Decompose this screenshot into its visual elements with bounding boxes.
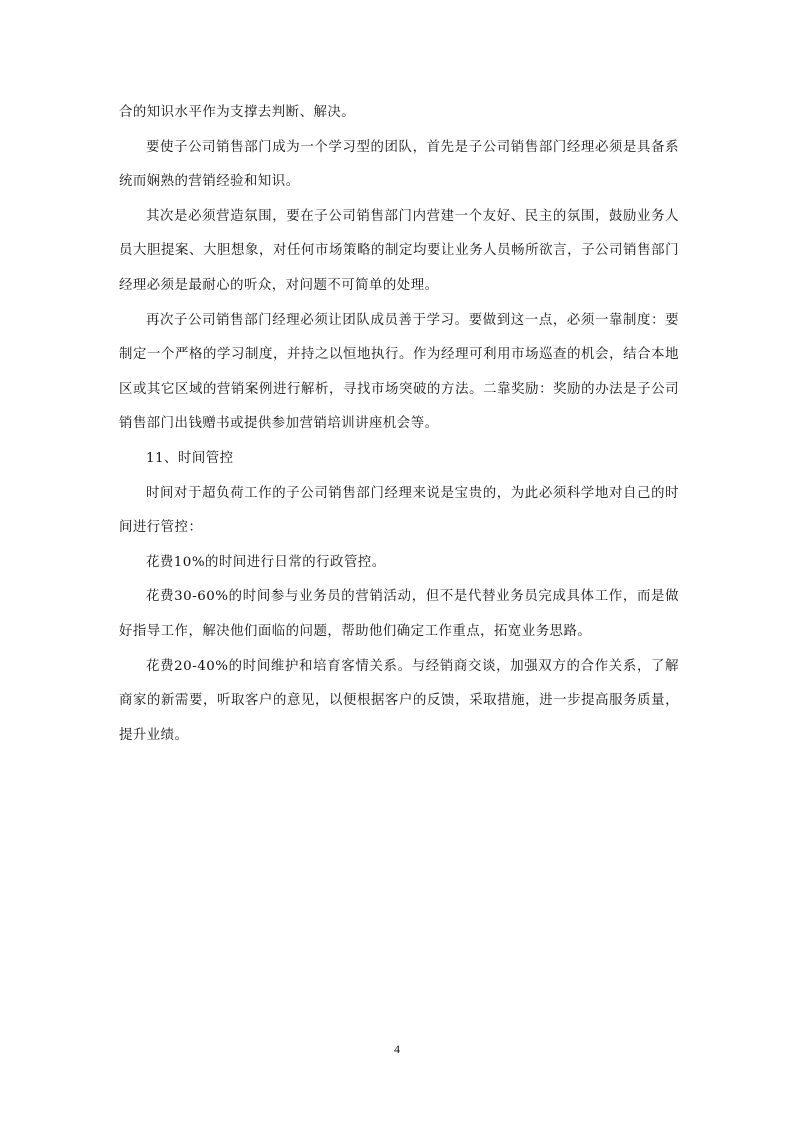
paragraph-time-admin: 花费10%的时间进行日常的行政管控。	[146, 554, 386, 570]
paragraph-create-atmosphere: 其次是必须营造氛围，要在子公司销售部门内营建一个友好、民主的氛围，鼓励业务人员大胆提案、大胆想象，对任何市场策略的制定均要让业务人员畅所欲言，子公司销售部门经理必须是最耐心的听众，对问题不可简单的处理。	[119, 208, 679, 293]
paragraph-time-importance: 时间对于超负荷工作的子公司销售部门经理来说是宝贵的，为此必须科学地对自己的时间进行管控：	[119, 485, 679, 536]
paragraph-team-learning: 再次子公司销售部门经理必须让团队成员善于学习。要做到这一点，必须一靠制度：要制定一个严格的学习制度，并持之以恒地执行。作为经理可利用市场巡查的机会，结合本地区或其它区域的营销案例进行解析，寻找市场突破的方法。二靠奖励：奖励的办法是子公司销售部门出钱赠书或提供参加营销培训讲座机会等。	[119, 312, 679, 432]
paragraph-learning-team: 要使子公司销售部门成为一个学习型的团队，首先是子公司销售部门经理必须是具备系统而娴熟的营销经验和知识。	[119, 139, 679, 190]
paragraph-time-customer-relations: 花费20-40%的时间维护和培育客情关系。与经销商交谈，加强双方的合作关系，了解商家的新需要，听取客户的意见，以便根据客户的反馈，采取措施，进一步提高服务质量，提升业绩。	[119, 658, 679, 743]
document-body	[119, 96, 679, 753]
section-heading-time-management: 11、时间管控	[146, 450, 234, 466]
paragraph-time-sales-activities: 花费30-60%的时间参与业务员的营销活动，但不是代替业务员完成具体工作，而是做好指导工作，解决他们面临的问题，帮助他们确定工作重点，拓宽业务思路。	[119, 589, 679, 639]
paragraph-continuation: 合的知识水平作为支撑去判断、解决。	[119, 105, 356, 120]
page-number: 4	[394, 1042, 400, 1056]
